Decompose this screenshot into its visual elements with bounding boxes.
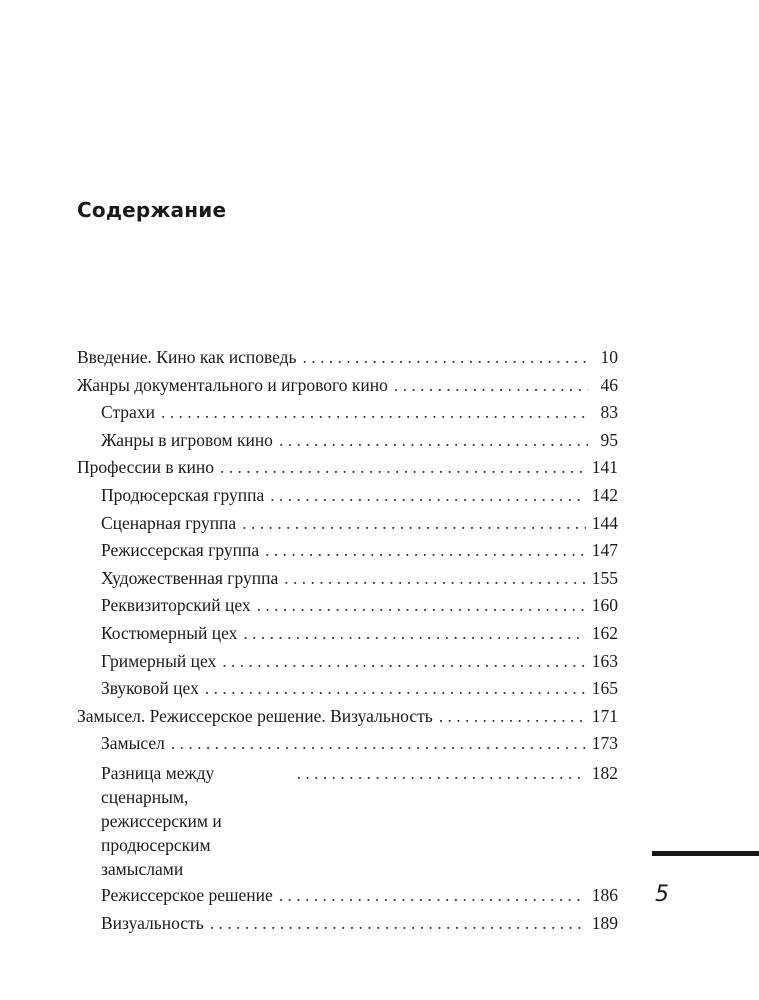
toc-entry-page: 160: [591, 595, 618, 616]
dot-leader: [279, 427, 588, 455]
toc-entry-page: 46: [600, 374, 618, 395]
toc-entry-page: 95: [600, 429, 618, 450]
dot-leader: [161, 399, 588, 427]
dot-leader: [279, 882, 586, 910]
toc-entry-page: 162: [591, 622, 618, 643]
toc-entry-title: Костюмерный цех: [101, 622, 238, 643]
toc-entry-page: 182: [591, 762, 618, 783]
toc-entry[interactable]: [77, 592, 618, 620]
toc-entry[interactable]: [77, 454, 618, 482]
dot-leader: [242, 510, 586, 538]
toc-entry[interactable]: [77, 882, 618, 910]
page-number: 5: [655, 882, 669, 907]
dot-leader: [303, 344, 588, 372]
toc-entry[interactable]: [77, 344, 618, 372]
dot-leader: [222, 648, 586, 676]
toc-entry[interactable]: [77, 372, 618, 400]
toc-entry[interactable]: [77, 620, 618, 648]
toc-entry-page: 144: [591, 512, 618, 533]
toc-entry-title: Визуальность: [101, 912, 204, 933]
toc-entry[interactable]: [77, 399, 618, 427]
toc-entry-title: Замысел: [101, 733, 165, 754]
dot-leader: [257, 592, 586, 620]
toc-entry[interactable]: [77, 730, 618, 758]
toc-entry-title: Разница между сценарным, режиссерским и продюсерским замыслами: [101, 762, 222, 879]
toc-entry-page: 83: [600, 402, 618, 423]
toc-entry-title: Гримерный цех: [101, 650, 217, 671]
toc-entry-page: 165: [591, 678, 618, 699]
toc-entry[interactable]: [77, 510, 618, 538]
toc-entry-page: 147: [591, 540, 618, 561]
dot-leader: [243, 620, 585, 648]
toc-entry-title: Страхи: [101, 402, 155, 423]
toc-entry-title: Режиссерская группа: [101, 540, 260, 561]
toc-entry-title: Режиссерское решение: [101, 884, 273, 905]
dot-leader: [394, 372, 588, 400]
dot-leader: [171, 730, 586, 758]
toc-entry-page: 141: [591, 457, 618, 478]
dot-leader: [297, 761, 586, 785]
toc-entry-title: Продюсерская группа: [101, 484, 265, 505]
toc-entry-title: Жанры в игровом кино: [101, 429, 273, 450]
dot-leader: [210, 910, 586, 938]
toc-entry-page: 186: [591, 884, 618, 905]
toc-entry-title: Замысел. Режиссерское решение. Визуальность: [77, 705, 433, 726]
toc-entry[interactable]: [77, 565, 618, 593]
toc-entry[interactable]: [77, 910, 618, 938]
toc-entry[interactable]: [77, 427, 618, 455]
toc-heading: Содержание: [77, 198, 227, 222]
dot-leader: [265, 537, 586, 565]
toc-entry[interactable]: [77, 758, 618, 882]
toc-entry[interactable]: [77, 482, 618, 510]
dot-leader: [284, 565, 586, 593]
toc-entry-page: 10: [600, 347, 618, 367]
toc-entry[interactable]: [77, 648, 618, 676]
toc-entry-title: Жанры документального и игрового кино: [77, 374, 388, 395]
dot-leader: [220, 454, 586, 482]
toc-entry-page: 189: [591, 912, 618, 933]
toc-entry[interactable]: [77, 537, 618, 565]
dot-leader: [205, 675, 586, 703]
toc-entry-page: 155: [591, 567, 618, 588]
toc-entry-title: Реквизиторский цех: [101, 595, 251, 616]
toc-entry-title: Профессии в кино: [77, 457, 214, 478]
toc-list: [77, 344, 618, 937]
toc-entry-page: 171: [591, 705, 618, 726]
toc-entry[interactable]: [77, 675, 618, 703]
toc-entry-title: Сценарная группа: [101, 512, 237, 533]
dot-leader: [270, 482, 585, 510]
toc-entry[interactable]: [77, 703, 618, 731]
toc-entry-page: 142: [591, 484, 618, 505]
toc-entry-page: 163: [591, 650, 618, 671]
decorative-rule: [652, 851, 759, 856]
toc-entry-title: Художественная группа: [101, 567, 279, 588]
dot-leader: [439, 703, 586, 731]
toc-entry-page: 173: [591, 733, 618, 754]
toc-entry-title: Введение. Кино как исповедь: [77, 347, 297, 367]
toc-entry-title: Звуковой цех: [101, 678, 199, 699]
